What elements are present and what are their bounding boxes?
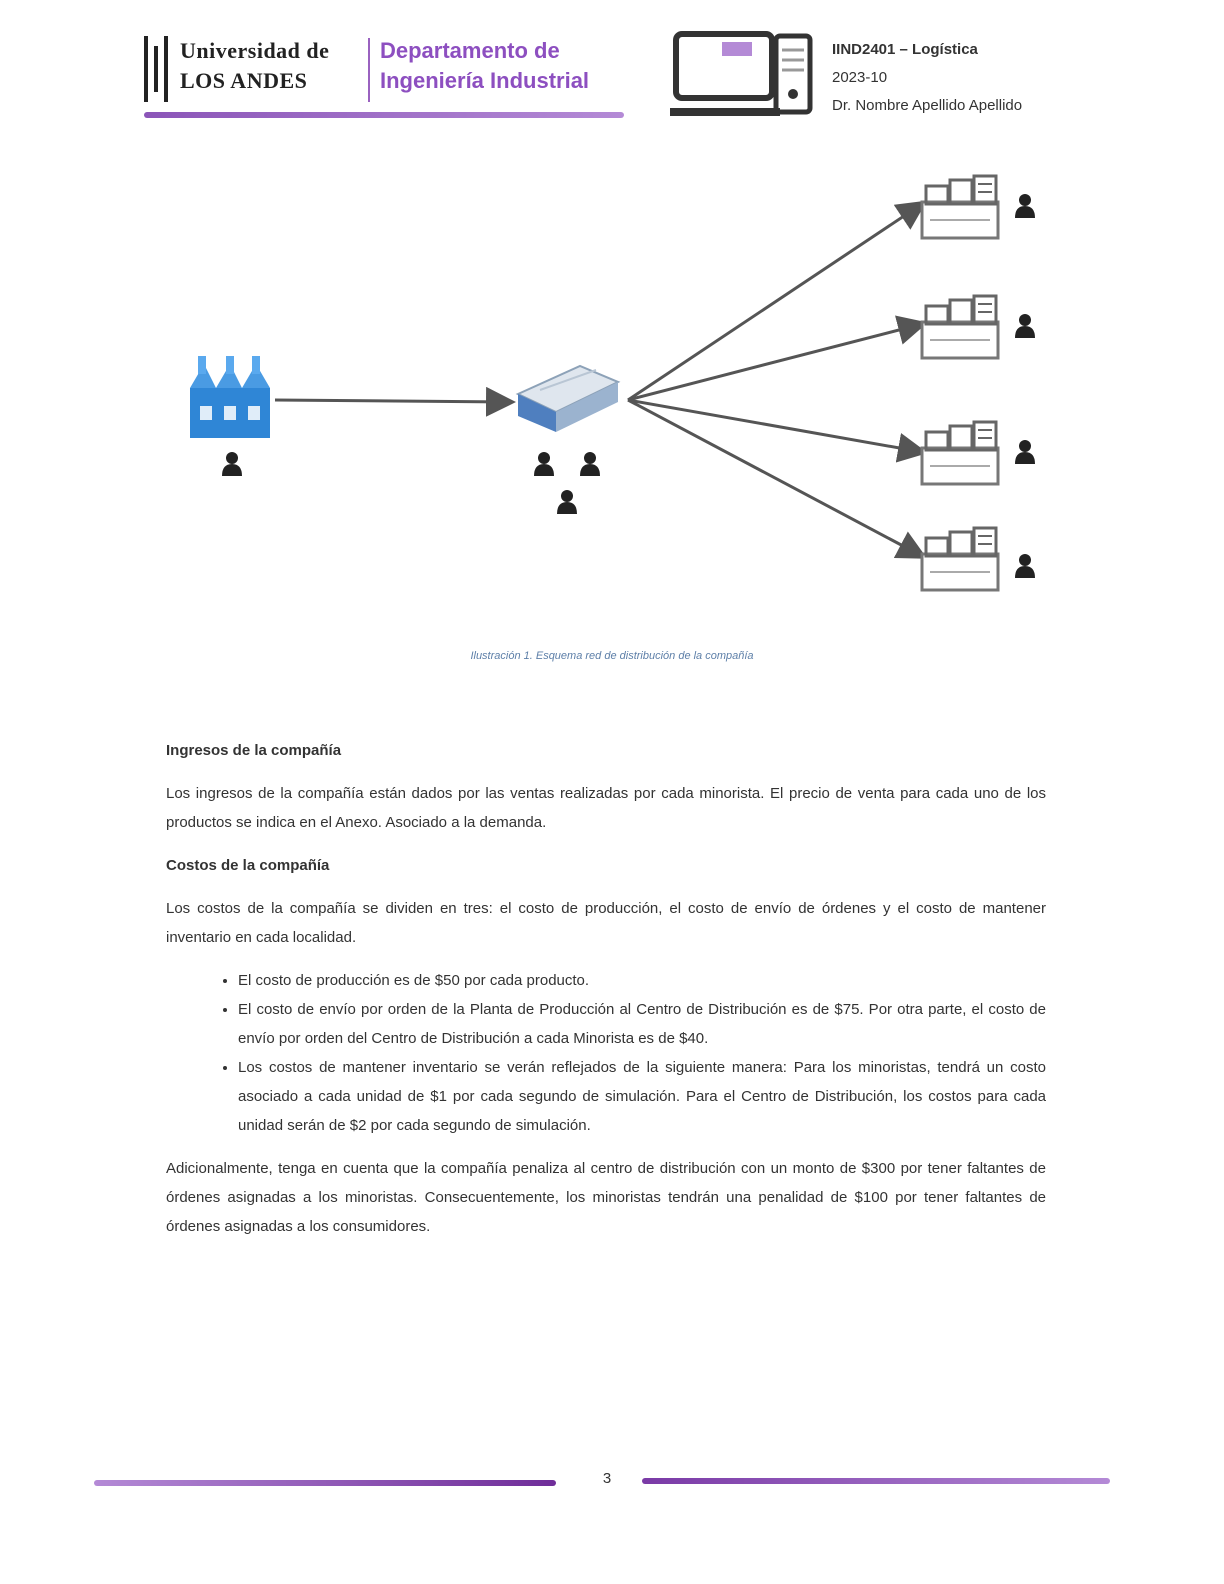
dc-to-retailer-4-connection bbox=[628, 400, 922, 556]
costs-bullet-list bbox=[166, 966, 1046, 1140]
retailer-4-store-icon bbox=[922, 528, 998, 590]
distribution-center-icon bbox=[518, 366, 618, 432]
university-name-line-1: Universidad de bbox=[180, 38, 330, 63]
dc-person-icon-2 bbox=[580, 452, 600, 476]
department-name-line-2: Ingeniería Industrial bbox=[380, 68, 590, 93]
university-logo bbox=[140, 28, 625, 128]
computer-course-icon bbox=[670, 28, 820, 120]
retailer-2-store-icon bbox=[922, 296, 998, 358]
retailer-3-person-icon bbox=[1015, 440, 1035, 464]
dc-to-retailer-2-connection bbox=[628, 324, 922, 400]
course-code: IIND2401 – Logística bbox=[832, 41, 978, 58]
footer-line-left bbox=[94, 1480, 556, 1486]
course-instructor: Dr. Nombre Apellido Apellido bbox=[832, 97, 1023, 114]
section-heading-costs: Costos de la compañía bbox=[166, 857, 330, 874]
factory-person-icon bbox=[222, 452, 242, 476]
list-item: • El costo de producción es de $50 por cada producto. bbox=[238, 966, 1046, 995]
distribution-network-diagram bbox=[170, 160, 1070, 620]
factory-to-dc-connection bbox=[275, 400, 510, 402]
closing-paragraph: Adicionalmente, tenga en cuenta que la compañía penaliza al centro de distribución con un monto de $300 por tener faltantes de órdenes asignadas a los minoristas. Consecuentemente, los minoristas tendrán una penalidad de $100 por tener faltantes de órdenes asignadas a los consumidores. bbox=[166, 1160, 1046, 1235]
retailer-4-person-icon bbox=[1015, 554, 1035, 578]
department-name bbox=[380, 36, 630, 96]
university-name-line-2: LOS ANDES bbox=[180, 68, 308, 93]
header-underline bbox=[144, 112, 624, 118]
course-info bbox=[832, 36, 1152, 120]
page-header bbox=[140, 28, 1140, 128]
retailer-3-store-icon bbox=[922, 422, 998, 484]
section-heading-income: Ingresos de la compañía bbox=[166, 742, 342, 759]
figure-caption: Ilustración 1. Esquema red de distribución de la compañía bbox=[470, 650, 754, 662]
retailer-1-person-icon bbox=[1015, 194, 1035, 218]
university-name bbox=[180, 36, 360, 96]
factory-icon bbox=[190, 356, 270, 438]
list-item: • El costo de envío por orden de la Planta de Producción al Centro de Distribución es de $75. Por otra parte, el costo de envío por orden del Centro de Distribución a cada Minorista es de $40. bbox=[238, 995, 1046, 1053]
university-crest-icon bbox=[144, 36, 168, 102]
footer-line-right bbox=[642, 1478, 1110, 1484]
page-number: 3 bbox=[602, 1470, 612, 1487]
list-item: • Los costos de mantener inventario se verán reflejados de la siguiente manera: Para los minoristas, tendrá un costo asociado a cada unidad de $1 por cada segundo de simulación. Para el Centro de Distribución, los costos para cada unidad serán de $2 por cada segundo de simulación. bbox=[238, 1053, 1046, 1140]
course-semester: 2023-10 bbox=[832, 69, 888, 86]
retailer-1-store-icon bbox=[922, 176, 998, 238]
retailer-2-person-icon bbox=[1015, 314, 1035, 338]
department-name-line-1: Departamento de bbox=[380, 38, 560, 63]
section-paragraph-income: Los ingresos de la compañía están dados por las ventas realizadas por cada minorista. El precio de venta para cada uno de los productos se indica en el Anexo. Asociado a la demanda. bbox=[166, 785, 1046, 831]
dc-to-retailer-3-connection bbox=[628, 400, 922, 452]
dc-person-icon-3 bbox=[557, 490, 577, 514]
section-paragraph-costs: Los costos de la compañía se dividen en tres: el costo de producción, el costo de envío de órdenes y el costo de mantener inventario en cada localidad. bbox=[166, 900, 1046, 946]
dc-person-icon-1 bbox=[534, 452, 554, 476]
dc-to-retailer-1-connection bbox=[628, 204, 922, 400]
document-body bbox=[166, 736, 1046, 1255]
logo-separator bbox=[368, 38, 370, 102]
